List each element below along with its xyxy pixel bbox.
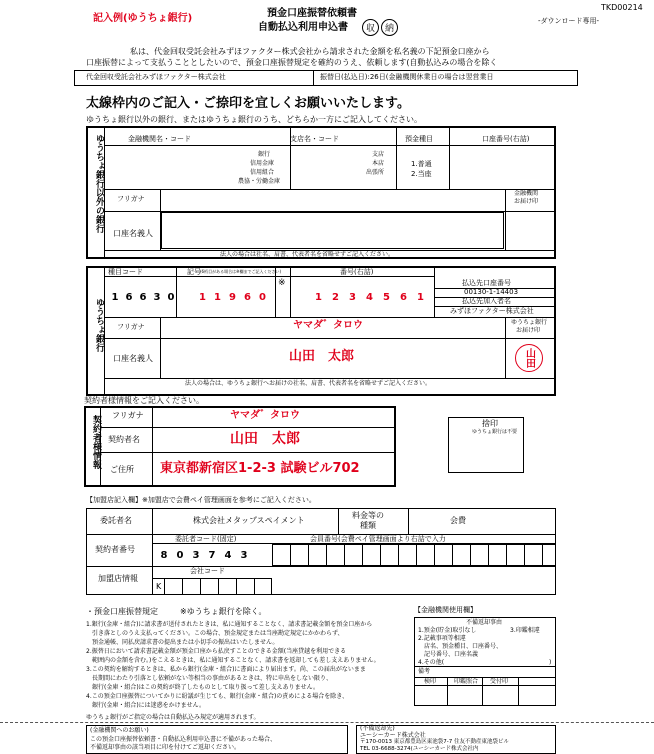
reason-item: 記号番号、口座名義 bbox=[418, 651, 479, 658]
fi-request-line-2: 不備返却事由の該当項目に印を付けてご返却ください。 bbox=[90, 744, 241, 751]
payee-member: みずほファクター株式会社 bbox=[450, 307, 534, 315]
account-number-label: 口座番号(右詰) bbox=[482, 135, 530, 143]
yucho-furigana-label: フリガナ bbox=[117, 323, 145, 331]
stamp-note: ゆうちょ銀行は不要 bbox=[472, 429, 518, 435]
branch-type-1: 本店 bbox=[372, 160, 385, 167]
yucho-furigana-value[interactable]: ヤマダ゛タロウ bbox=[293, 320, 363, 331]
intro-line-1: 私は、代金回収受託会社みずほファクター株式会社から請求された金額を私名義の下記預金口座から bbox=[130, 47, 490, 56]
rule-line: 銀行(金庫・組合)には迷惑をかけません。 bbox=[86, 702, 206, 709]
other-bank-note: 法人の場合は社名、肩書、代表者名を省略せずご記入ください。 bbox=[220, 251, 395, 258]
fi-use-title: 【金融機関使用欄】 bbox=[414, 606, 477, 614]
rule-line: 引き落としのうえ支払ってください。この場合、預金規定または当座勘定規定にかかわらず、 bbox=[86, 630, 344, 637]
contractor-title: 契約者様情報をご記入ください。 bbox=[84, 396, 204, 405]
member-number-input[interactable] bbox=[272, 544, 556, 566]
consignor-code-digit: 4 bbox=[224, 549, 232, 561]
rules-title-note: ※ゆうちょ銀行を除く。 bbox=[180, 607, 267, 616]
yucho-seal-stamp: 山田 bbox=[515, 344, 543, 372]
rule-line: 2.振替日において請求書記載金額が預金口座から払戻すことのできる金額(当座貸越を利用できる bbox=[86, 648, 347, 655]
bango-digit[interactable]: 2 bbox=[332, 291, 339, 303]
yucho-asterisk: ※ bbox=[278, 278, 286, 288]
other-holder-label: 口座名義人 bbox=[113, 229, 153, 238]
consignor-code-label: 委託者コード(固定) bbox=[175, 535, 237, 543]
consignor-code-digit: 7 bbox=[208, 549, 216, 561]
other-holder-input[interactable] bbox=[161, 212, 504, 249]
store-info-label: 加盟店情報 bbox=[98, 574, 138, 583]
yucho-holder-value[interactable]: 山田 太郎 bbox=[289, 349, 355, 364]
stamp-label: 捨印 bbox=[482, 419, 498, 428]
yucho-side-label: ゆうちょ銀行 bbox=[94, 298, 104, 352]
bango-digit[interactable]: 4 bbox=[366, 291, 373, 303]
return-company: ユーシーカード株式会社 bbox=[360, 732, 426, 739]
payee-member-label: 払込先加入者名 bbox=[462, 297, 511, 305]
code-digit[interactable]: 1 bbox=[111, 291, 119, 303]
fee-label-1: 料金等の bbox=[352, 511, 384, 520]
fi-request-title: (金融機関へのお願い) bbox=[90, 727, 149, 734]
kigo-digit[interactable]: 1 bbox=[199, 291, 206, 303]
contract-number-label: 契約者番号 bbox=[95, 545, 135, 554]
branch-name-code-label: 支店名・コード bbox=[290, 135, 339, 143]
receipt-stamp-mark: 収 bbox=[362, 19, 379, 36]
kigo-digit[interactable]: 0 bbox=[259, 291, 266, 303]
payment-stamp-mark: 納 bbox=[381, 19, 398, 36]
rule-line: 預金通帳、同払戻請求書の提出または小切手の振出はいたしません。 bbox=[86, 639, 279, 646]
consignor-code-digit: 3 bbox=[192, 549, 200, 561]
other-seal-label-1: 金融機関 bbox=[514, 190, 539, 197]
heading-main: 太線枠内のご記入・ご捺印を宜しくお願いいたします。 bbox=[86, 96, 410, 111]
yucho-rules-note: ゆうちょ銀行がご指定の場合は自動払込み規定が適用されます。 bbox=[86, 714, 260, 721]
bango-digit[interactable]: 3 bbox=[349, 291, 356, 303]
fi-request-line-1: この預金口座振替依頼書・自動払込利用申込書に不備があった場合、 bbox=[90, 736, 276, 743]
code-digit[interactable]: 0 bbox=[167, 291, 175, 303]
fi-col-label: 検印 bbox=[424, 678, 437, 685]
cut-line bbox=[0, 722, 654, 723]
reason-item: 1.預金(貯金)取引なし bbox=[418, 627, 477, 634]
consignor-label: 委託者名 bbox=[100, 516, 132, 525]
bango-digit[interactable]: 5 bbox=[383, 291, 390, 303]
contractor-side-label: 契約者様情報 bbox=[91, 415, 101, 469]
code-digit[interactable]: 6 bbox=[139, 291, 147, 303]
document-code: TKD00214 bbox=[601, 3, 643, 12]
other-seal-label-2: お届け印 bbox=[514, 198, 539, 205]
company-code-label: 会社コード bbox=[190, 567, 225, 575]
reason-title: 不備返却事由 bbox=[466, 619, 503, 626]
deposit-type-label: 預金種目 bbox=[405, 135, 433, 143]
code-digit[interactable]: 6 bbox=[125, 291, 133, 303]
yucho-note: 法人の場合は、ゆうちょ銀行へお届けの社名、肩書、代表者名を省略せずご記入ください。 bbox=[185, 380, 432, 387]
fee-label-2: 種類 bbox=[360, 521, 376, 530]
fi-col-label: 受付印 bbox=[490, 678, 509, 685]
rule-line: 1.銀行(金庫・組合)に請求書が送付されたときは、私に通知することなく、請求書記載金額を預金口座から bbox=[86, 621, 373, 628]
payee-number: 00130-1-14403 bbox=[464, 288, 519, 296]
bank-type-0: 銀行 bbox=[258, 151, 271, 158]
yucho-code-label: 種目コード bbox=[108, 268, 143, 276]
fee-value: 会費 bbox=[450, 516, 466, 525]
other-bank-side-label: ゆうちょ銀行以外の銀行 bbox=[94, 134, 104, 233]
bango-digit[interactable]: 1 bbox=[417, 291, 424, 303]
kigo-digit[interactable]: 9 bbox=[229, 291, 236, 303]
heading-sub: ゆうちょ銀行以外の銀行、またはゆうちょ銀行のうち、どちらか一方にご記入してください。 bbox=[86, 115, 422, 124]
bank-type-3: 農協・労働金庫 bbox=[238, 178, 281, 185]
kigo-digit[interactable]: 1 bbox=[214, 291, 221, 303]
kigo-digit[interactable]: 6 bbox=[244, 291, 251, 303]
yucho-kigo-note: (6桁目がある場合は※欄までご記入ください) bbox=[200, 269, 282, 274]
title-line-2: 自動払込利用申込書 bbox=[258, 22, 348, 33]
return-title: (不備返却先) bbox=[360, 725, 395, 732]
rule-line: 銀行(金庫・組合)はこの契約が終了したものとして取り扱って差し支えありません。 bbox=[86, 684, 320, 691]
rule-line: 4.この預金口座振替についてかりに紛議が生じても、銀行(金庫・組合)の責めによる場合を除き、 bbox=[86, 693, 349, 700]
reason-item: 4.その他( bbox=[418, 659, 445, 666]
yucho-kigo-label: 記号 bbox=[187, 268, 201, 276]
return-tel: TEL 03-6688-3274(ユーシーカード株式会社内 bbox=[360, 746, 479, 752]
consignor-code-digit: 0 bbox=[176, 549, 184, 561]
fi-col-label: 印鑑照合 bbox=[454, 678, 479, 685]
biko-label: 備考 bbox=[418, 668, 431, 675]
rules-title: ・預金口座振替規定 bbox=[86, 607, 158, 616]
bank-type-1: 信用金庫 bbox=[250, 160, 275, 167]
consignor-value: 株式会社メタップスペイメント bbox=[193, 516, 305, 525]
download-only-label: -ダウンロード専用- bbox=[538, 17, 600, 25]
transfer-date: 振替日(払込日):26日(金融機関休業日の場合は翌営業日 bbox=[320, 73, 494, 81]
contractor-name-value[interactable]: 山田 太郎 bbox=[230, 431, 300, 447]
yucho-seal-label-2: お届け印 bbox=[516, 327, 541, 334]
dep-type-1[interactable]: 2.当座 bbox=[411, 170, 432, 178]
branch-type-2: 出張所 bbox=[366, 169, 385, 176]
yucho-seal-label-1: ゆうちょ銀行 bbox=[511, 319, 548, 326]
inst-name-code-label: 金融機関名・コード bbox=[128, 135, 191, 143]
member-number-label: 会員番号(会費ペイ管理画面より右詰で入力 bbox=[310, 535, 446, 543]
consignor-code-digit: 8 bbox=[160, 549, 168, 561]
yucho-bango-label: 番号(右詰) bbox=[340, 268, 374, 276]
contractor-name-label: 契約者名 bbox=[108, 435, 140, 444]
code-digit[interactable]: 3 bbox=[153, 291, 161, 303]
title-line-1: 預金口座振替依頼書 bbox=[267, 8, 357, 19]
bango-digit[interactable]: 6 bbox=[400, 291, 407, 303]
reason-item: 店名、預金種目、口座番号、 bbox=[418, 643, 503, 650]
rule-line: 長期間にわたり引落とし依頼がない等相当の事由があるときは、特に申出をしない限り、 bbox=[86, 675, 333, 682]
return-address: 〒170-0013 東京都豊島区東池袋7-7 住友不動産東池袋ビル bbox=[360, 739, 509, 745]
branch-type-0: 支店 bbox=[372, 151, 385, 158]
rule-line: 範囲内の金額を含む。)をこえるときは、私に通知することなく、請求書を返却しても差し支えありません。 bbox=[86, 657, 380, 664]
dep-type-0[interactable]: 1.普通 bbox=[411, 160, 432, 168]
reason-close: ) bbox=[549, 659, 552, 666]
intro-line-2: 口座振替によって支払うこととしたいので、預金口座振替規定を確約のうえ、依頼します(自動払込みの場合を除く bbox=[86, 58, 498, 67]
contractor-furigana-value[interactable]: ヤマダ゛タロウ bbox=[230, 410, 300, 421]
consignor-code-digit: 3 bbox=[240, 549, 248, 561]
merchant-title: 【加盟店記入欄】※加盟店で会費ペイ管理画面を参考にご記入ください。 bbox=[86, 496, 316, 504]
contractor-furigana-label: フリガナ bbox=[112, 411, 144, 420]
agent-company: 代金回収受託会社みずほファクター株式会社 bbox=[86, 73, 226, 81]
other-furigana-label: フリガナ bbox=[117, 195, 145, 203]
contractor-address-label: ご住所 bbox=[110, 465, 134, 474]
payee-label: 払込先口座番号 bbox=[462, 279, 511, 287]
example-label: 記入例(ゆうちょ銀行) bbox=[93, 13, 193, 24]
contractor-address-value[interactable]: 東京都新宿区1-2-3 試験ビル702 bbox=[160, 461, 360, 476]
bango-digit[interactable]: 1 bbox=[315, 291, 322, 303]
yucho-holder-label: 口座名義人 bbox=[113, 354, 153, 363]
reason-item: 3.印鑑相違 bbox=[510, 627, 540, 634]
reason-item: 2.記載事項等相違 bbox=[418, 635, 466, 642]
k-mark: K bbox=[156, 582, 162, 591]
rule-line: 3.この契約を解約するときは、私から銀行(金庫・組合)に書面により届出ます。尚、この届出がないまま bbox=[86, 666, 366, 673]
bank-type-2: 信用組合 bbox=[250, 169, 275, 176]
